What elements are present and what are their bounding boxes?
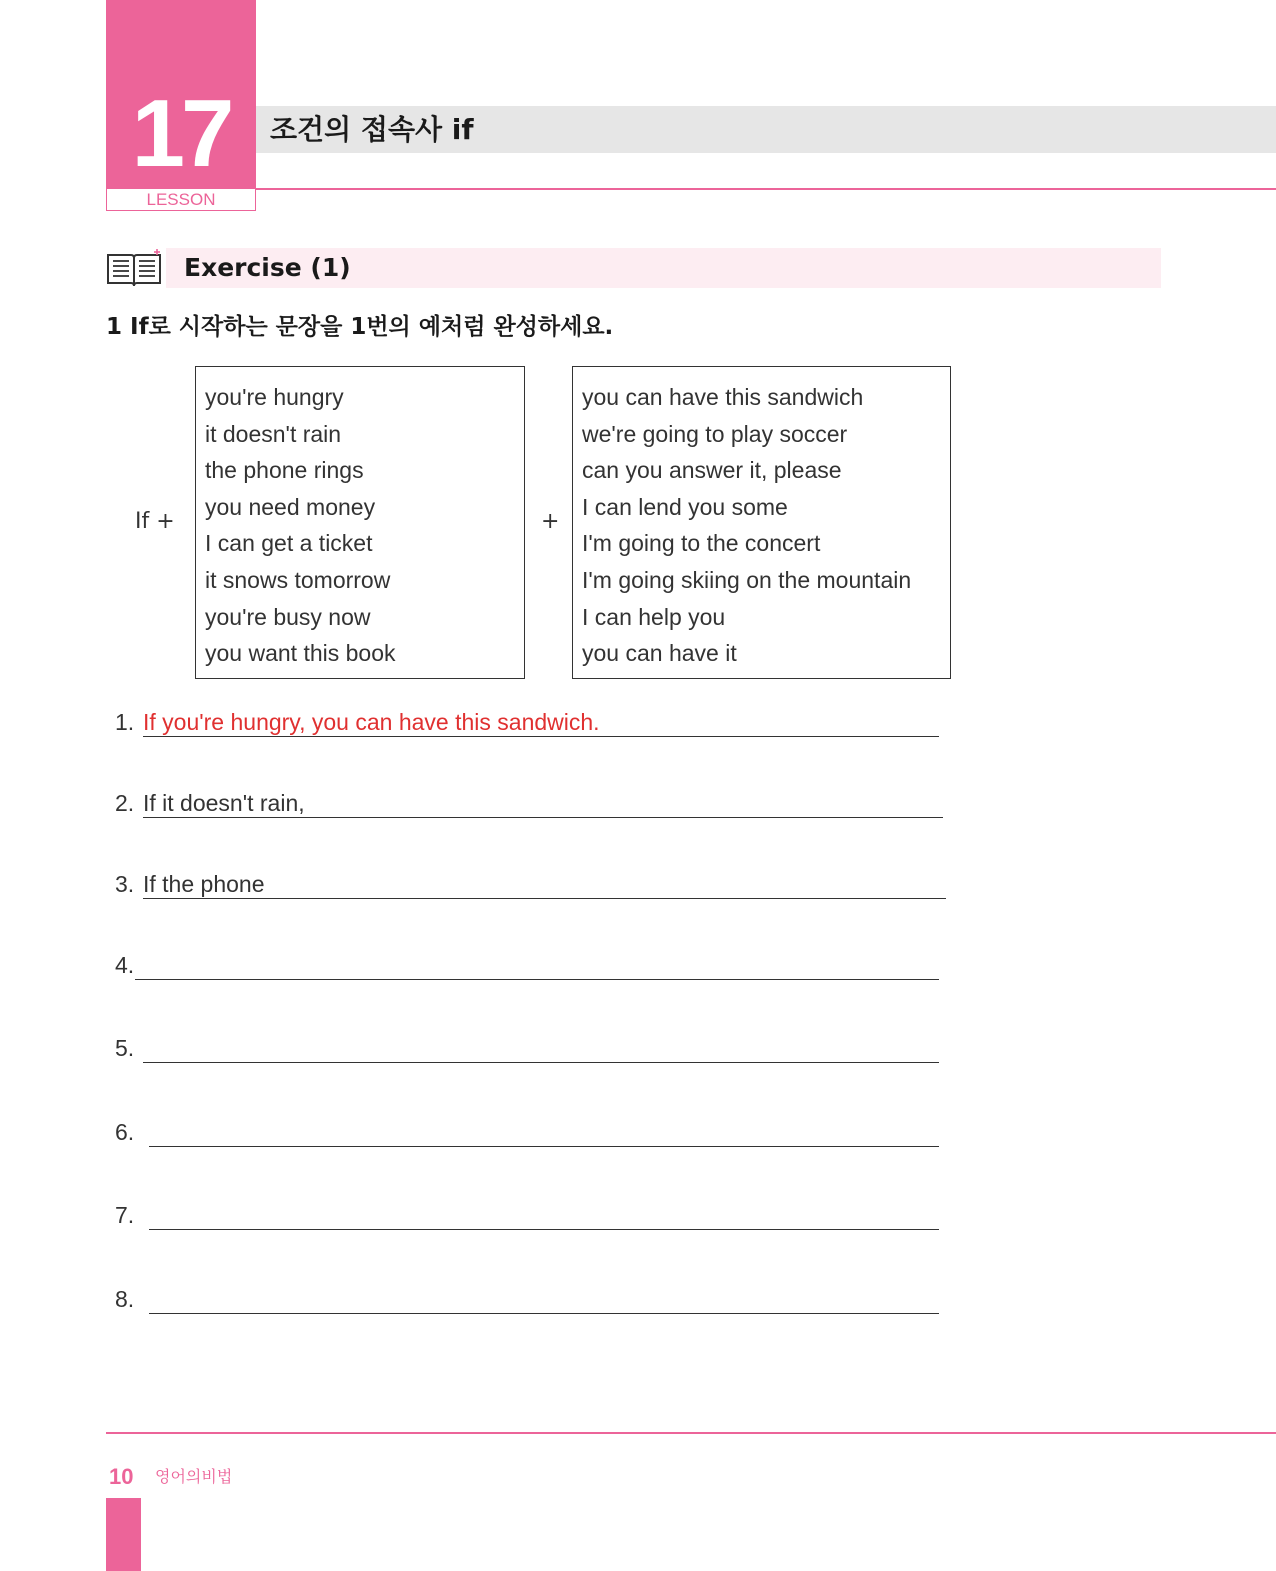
result-item: you can have it bbox=[582, 640, 737, 667]
title-divider bbox=[256, 188, 1276, 190]
result-item: you can have this sandwich bbox=[582, 384, 864, 410]
footer-accent-block bbox=[106, 1498, 141, 1571]
answer-line[interactable] bbox=[149, 1200, 939, 1230]
answer-number: 2. bbox=[115, 790, 135, 816]
answer-line[interactable]: If it doesn't rain, bbox=[143, 788, 943, 818]
footer-divider bbox=[106, 1432, 1276, 1434]
answer-line[interactable] bbox=[149, 1117, 939, 1147]
result-item: can you answer it, please bbox=[582, 457, 842, 484]
result-item: I can lend you some bbox=[582, 493, 788, 520]
answer-row bbox=[115, 1117, 939, 1153]
answer-row bbox=[115, 950, 939, 986]
answer-line[interactable] bbox=[135, 950, 939, 980]
result-item: I'm going skiing on the mountain bbox=[582, 566, 912, 593]
answer-row bbox=[115, 707, 939, 743]
exercise-header-bar bbox=[166, 248, 1161, 288]
answer-line[interactable] bbox=[149, 1284, 939, 1314]
plus-joiner: + bbox=[541, 509, 560, 534]
answer-line[interactable]: If the phone bbox=[143, 869, 946, 899]
answer-number: 3. bbox=[115, 871, 135, 897]
answer-number: 1. bbox=[115, 709, 135, 735]
condition-box bbox=[195, 366, 525, 679]
lesson-badge bbox=[106, 0, 256, 212]
answer-line[interactable] bbox=[143, 1033, 939, 1063]
condition-item: it snows tomorrow bbox=[205, 566, 391, 593]
lesson-title-bar bbox=[256, 106, 1276, 153]
answer-row bbox=[115, 788, 943, 824]
lesson-title: 조건의 접속사 if bbox=[270, 113, 474, 146]
condition-item: you need money bbox=[205, 493, 376, 520]
result-item: I'm going to the concert bbox=[582, 530, 821, 557]
condition-item: the phone rings bbox=[205, 457, 364, 484]
answer-row bbox=[115, 869, 946, 905]
result-item: we're going to play soccer bbox=[582, 420, 848, 447]
condition-item: I can get a ticket bbox=[205, 530, 373, 557]
result-box bbox=[572, 366, 951, 679]
answer-number: 8. bbox=[115, 1286, 135, 1312]
answer-row bbox=[115, 1284, 939, 1320]
result-item: I can help you bbox=[582, 603, 726, 630]
answer-number: 4. bbox=[115, 952, 135, 978]
condition-item: you're hungry bbox=[205, 384, 344, 410]
condition-item: you want this book bbox=[205, 640, 396, 667]
lesson-label: LESSON bbox=[106, 189, 256, 211]
condition-item: it doesn't rain bbox=[205, 420, 342, 447]
exercise-title: Exercise (1) bbox=[184, 253, 351, 282]
answer-row bbox=[115, 1200, 939, 1236]
answer-line[interactable]: If you're hungry, you can have this sandwich. bbox=[143, 707, 939, 737]
if-prefix: If + bbox=[135, 509, 175, 534]
open-book-icon bbox=[106, 249, 162, 289]
book-title: 영어의비법 bbox=[155, 1467, 233, 1486]
instruction: 1 If로 시작하는 문장을 1번의 예처럼 완성하세요. bbox=[106, 314, 614, 340]
lesson-number: 17 bbox=[131, 80, 231, 187]
answer-number: 7. bbox=[115, 1202, 135, 1228]
answer-number: 5. bbox=[115, 1035, 135, 1061]
condition-item: you're busy now bbox=[205, 603, 371, 630]
answer-number: 6. bbox=[115, 1119, 135, 1145]
page-number: 10 bbox=[109, 1464, 134, 1489]
answer-row bbox=[115, 1033, 939, 1069]
